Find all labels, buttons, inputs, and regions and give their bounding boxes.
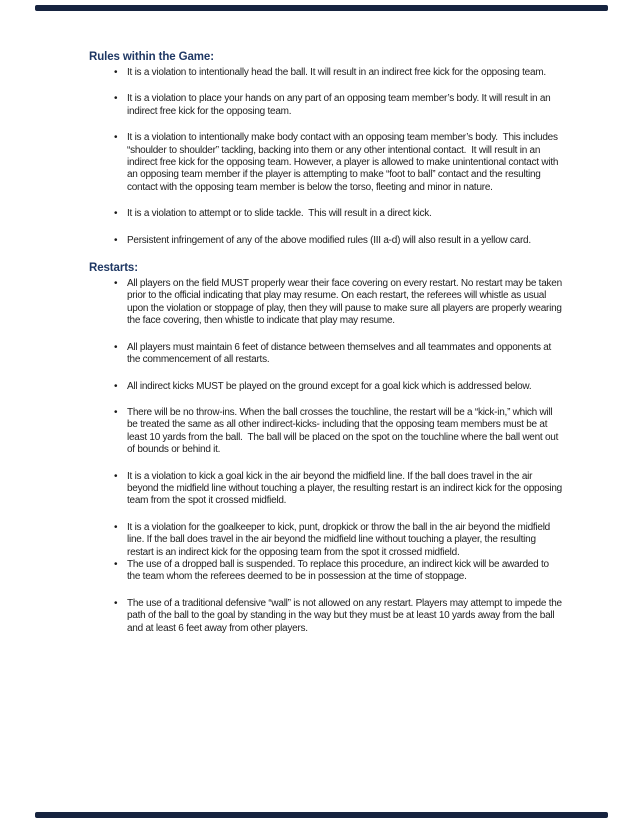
bullet-text: It is a violation to kick a goal kick in the air beyond the midfield line. If the ball does travel in the air beyond the midfield line without touching a player, the resulting restart is an indirect kick for the opposing team from the spot it crossed midfield.: [127, 470, 565, 507]
list-item: [89, 208, 569, 220]
list-item: [89, 559, 569, 584]
list-item: [89, 278, 569, 328]
bullet-icon: •: [114, 558, 118, 570]
bullet-icon: •: [114, 132, 118, 144]
list-item: [89, 471, 569, 508]
section-heading-rules: Rules within the Game:: [89, 51, 214, 63]
bullet-icon: •: [114, 93, 118, 105]
list-item: [89, 67, 569, 79]
list-item: [89, 598, 569, 635]
bullet-text: The use of a dropped ball is suspended. To replace this procedure, an indirect kick will be awarded to the team whom the referees deemed to be in possession at the time of stoppage.: [127, 558, 552, 583]
bullet-text: The use of a traditional defensive “wall” is not allowed on any restart. Players may attempt to impede the path of the ball to the goal by standing in the way but they must be at least 10 yards away from the ball and at least 6 feet away from other players.: [127, 597, 565, 634]
bullet-icon: •: [114, 521, 118, 533]
bullet-text: It is a violation to attempt or to slide tackle. This will result in a direct kick.: [127, 208, 432, 220]
list-item: [89, 93, 569, 118]
bullet-icon: •: [114, 67, 118, 78]
section-heading-restarts: Restarts:: [89, 262, 138, 275]
page-border-bottom-bar: [35, 812, 608, 818]
bullet-text: All players must maintain 6 feet of distance between themselves and all teammates and opponents at the commencement of all restarts.: [127, 341, 554, 366]
bullet-text: There will be no throw-ins. When the ball crosses the touchline, the restart will be a “kick-in,” which will be treated the same as all other indirect-kicks- including that the opposing team members must be at least 10 yards from the ball. The ball will be placed on the spot on the touchline where the ball went out of bounds or behind it.: [127, 406, 561, 456]
bullet-text: All indirect kicks MUST be played on the ground except for a goal kick which is addressed below.: [127, 380, 532, 392]
bullet-text: All players on the field MUST properly wear their face covering on every restart. No restart may be taken prior to the official indicating that play may resume. On each restart, the referees will whistle as usual upon the violation or stoppage of play, then they will pause to make sure all players are properly wearing the face covering, then whistle to indicate that play may resume.: [127, 278, 565, 327]
bullet-text: It is a violation to intentionally make body contact with an opposing team member’s body. This includes “shoulder to shoulder” tackling, backing into them or any other intentional contact. It will result in an indirect free kick for the opposing team. However, a player is allowed to make unintentional contact with an opposing team member if the player is attempting to make “foot to ball” contact and the resulting contact with the opposing team member is below the torso, fleeting and minor in nature.: [127, 132, 561, 193]
list-item: [89, 132, 569, 194]
bullet-icon: •: [114, 208, 118, 220]
list-item: [89, 342, 569, 367]
bullet-text: It is a violation for the goalkeeper to kick, punt, dropkick or throw the ball in the air beyond the midfield line. If the ball does travel in the air beyond the midfield line without touching a player, the resulting restart is an indirect kick for the opposing team from the spot it crossed midfield.: [127, 521, 553, 558]
bullet-icon: •: [114, 406, 118, 418]
bullet-icon: •: [114, 278, 118, 290]
bullet-icon: •: [114, 380, 118, 392]
bullet-text: It is a violation to place your hands on any part of an opposing team member’s body. It will result in an indirect free kick for the opposing team.: [127, 93, 553, 117]
bullet-icon: •: [114, 470, 118, 482]
bullet-text: It is a violation to intentionally head the ball. It will result in an indirect free kick for the opposing team.: [127, 67, 546, 78]
list-item: [89, 381, 569, 393]
list-item: [89, 235, 569, 247]
document-body: [89, 50, 569, 649]
list-item: [89, 522, 569, 559]
bullet-icon: •: [114, 341, 118, 353]
list-item: [89, 407, 569, 457]
bullet-text: Persistent infringement of any of the above modified rules (III a-d) will also result in a yellow card.: [127, 234, 531, 246]
bullet-icon: •: [114, 597, 118, 609]
bullet-icon: •: [114, 234, 118, 246]
page-border-top-bar: [35, 5, 608, 11]
